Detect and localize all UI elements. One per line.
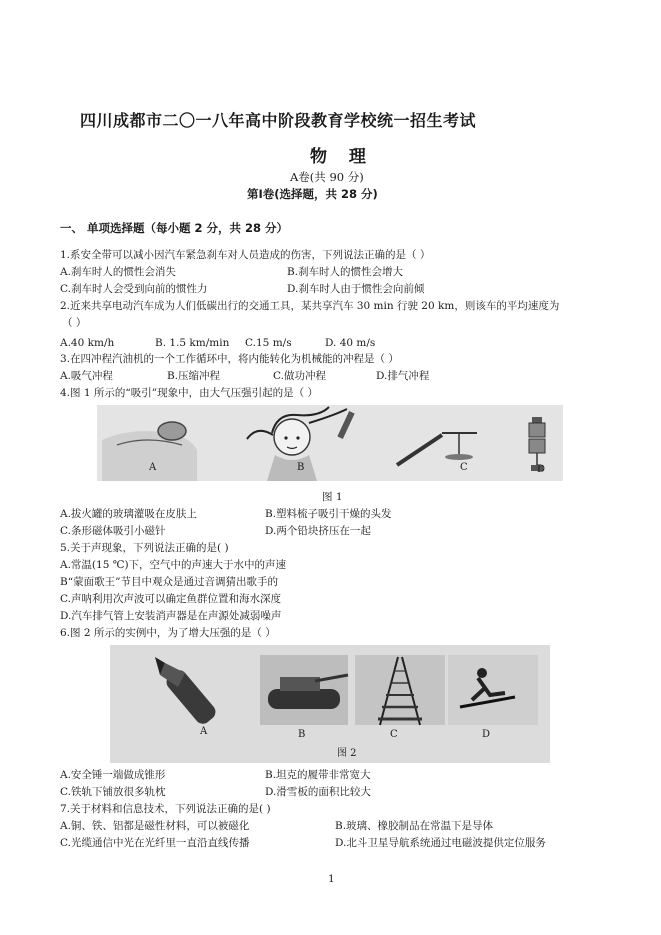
q1-option-d: D.刹车时人由于惯性会向前倾 bbox=[287, 283, 425, 295]
q5-option-c: C.声呐利用次声波可以确定鱼群位置和海水深度 bbox=[60, 593, 281, 605]
q1-stem: 1.系安全带可以减小因汽车紧急刹车对人员造成的伤害，下列说法正确的是（ ） bbox=[60, 249, 431, 261]
q3-option-d: D.排气冲程 bbox=[376, 370, 430, 382]
q3-stem: 3.在四冲程汽油机的一个工作循环中，将内能转化为机械能的冲程是（ ） bbox=[60, 353, 399, 365]
q7-option-b: B.玻璃、橡胶制品在常温下是导体 bbox=[335, 820, 494, 832]
q2-option-a: A.40 km/h bbox=[60, 337, 115, 349]
figure-1-label-a: A bbox=[149, 462, 157, 473]
q5-stem: 5.关于声现象，下列说法正确的是( ) bbox=[60, 542, 229, 554]
q3-option-b: B.压缩冲程 bbox=[167, 370, 221, 382]
q2-stem: 2.近来共享电动汽车成为人们低碳出行的交通工具，某共享汽车 30 min 行驶 20 km，则该车的平均速度为 bbox=[60, 300, 560, 312]
section-heading: 一、 单项选择题（每小题 2 分，共 28 分） bbox=[60, 221, 289, 235]
q1-option-a: A.刹车时人的惯性会消失 bbox=[60, 266, 176, 278]
page-number: 1 bbox=[328, 873, 335, 885]
figure-1 bbox=[97, 405, 563, 481]
subject-title: 物 理 bbox=[310, 147, 374, 167]
q6-option-d: D.滑雪板的面积比较大 bbox=[265, 786, 371, 798]
figure-1-label-d: D bbox=[537, 464, 546, 475]
q4-option-b: B.塑料梳子吸引干燥的头发 bbox=[265, 508, 392, 520]
q1-option-b: B.刹车时人的惯性会增大 bbox=[287, 266, 404, 278]
figure-1-label-b: B bbox=[297, 462, 305, 473]
q7-option-c: C.光缆通信中光在光纤里一直沿直线传播 bbox=[60, 837, 250, 849]
figure-1-label-c: C bbox=[460, 462, 468, 473]
q2-option-c: C.15 m/s bbox=[245, 337, 292, 349]
q7-option-d: D.北斗卫星导航系统通过电磁波提供定位服务 bbox=[335, 837, 546, 849]
q4-stem: 4.图 1 所示的“吸引”现象中，由大气压强引起的是（ ） bbox=[60, 387, 318, 399]
figure-2-label-b: B bbox=[298, 729, 306, 740]
part-label: 第Ⅰ卷(选择题，共 28 分) bbox=[247, 187, 378, 201]
exam-title: 四川成都市二〇一八年高中阶段教育学校统一招生考试 bbox=[80, 111, 477, 130]
q6-stem: 6.图 2 所示的实例中，为了增大压强的是（ ） bbox=[60, 627, 276, 639]
q7-option-a: A.铜、铁、铝都是磁性材料，可以被磁化 bbox=[60, 820, 250, 832]
figure-2 bbox=[110, 645, 550, 763]
q2-stem-bracket: （ ） bbox=[62, 317, 87, 329]
q6-option-a: A.安全锤一端做成锥形 bbox=[60, 769, 166, 781]
volume-label: A卷(共 90 分) bbox=[290, 170, 364, 184]
q1-option-c: C.刹车时人会受到向前的惯性力 bbox=[60, 283, 208, 295]
figure-2-caption: 图 2 bbox=[337, 748, 357, 759]
q6-option-c: C.铁轨下铺放很多轨枕 bbox=[60, 786, 166, 798]
figure-2-label-c: C bbox=[390, 729, 398, 740]
q3-option-c: C.做功冲程 bbox=[273, 370, 326, 382]
figure-2-label-d: D bbox=[482, 729, 491, 740]
q6-option-b: B.坦克的履带非常宽大 bbox=[265, 769, 371, 781]
q7-stem: 7.关于材料和信息技术，下列说法正确的是( ) bbox=[60, 803, 271, 815]
q4-option-c: C.条形磁体吸引小磁针 bbox=[60, 525, 166, 537]
q2-option-d: D. 40 m/s bbox=[325, 337, 376, 349]
figure-1-caption: 图 1 bbox=[322, 491, 343, 503]
q2-option-b: B. 1.5 km/min bbox=[155, 337, 230, 349]
q4-option-a: A.拔火罐的玻璃灌吸在皮肤上 bbox=[60, 508, 197, 520]
q3-option-a: A.吸气冲程 bbox=[60, 370, 113, 382]
q5-option-b: B“蒙面歌王”节目中观众是通过音调猜出歌手的 bbox=[60, 576, 278, 588]
q5-option-d: D.汽车排气管上安装消声器是在声源处减弱噪声 bbox=[60, 610, 282, 622]
q4-option-d: D.两个铅块挤压在一起 bbox=[265, 525, 371, 537]
figure-2-label-a: A bbox=[200, 726, 208, 737]
q5-option-a: A.常温(15 ℃)下，空气中的声速大于水中的声速 bbox=[60, 559, 287, 571]
